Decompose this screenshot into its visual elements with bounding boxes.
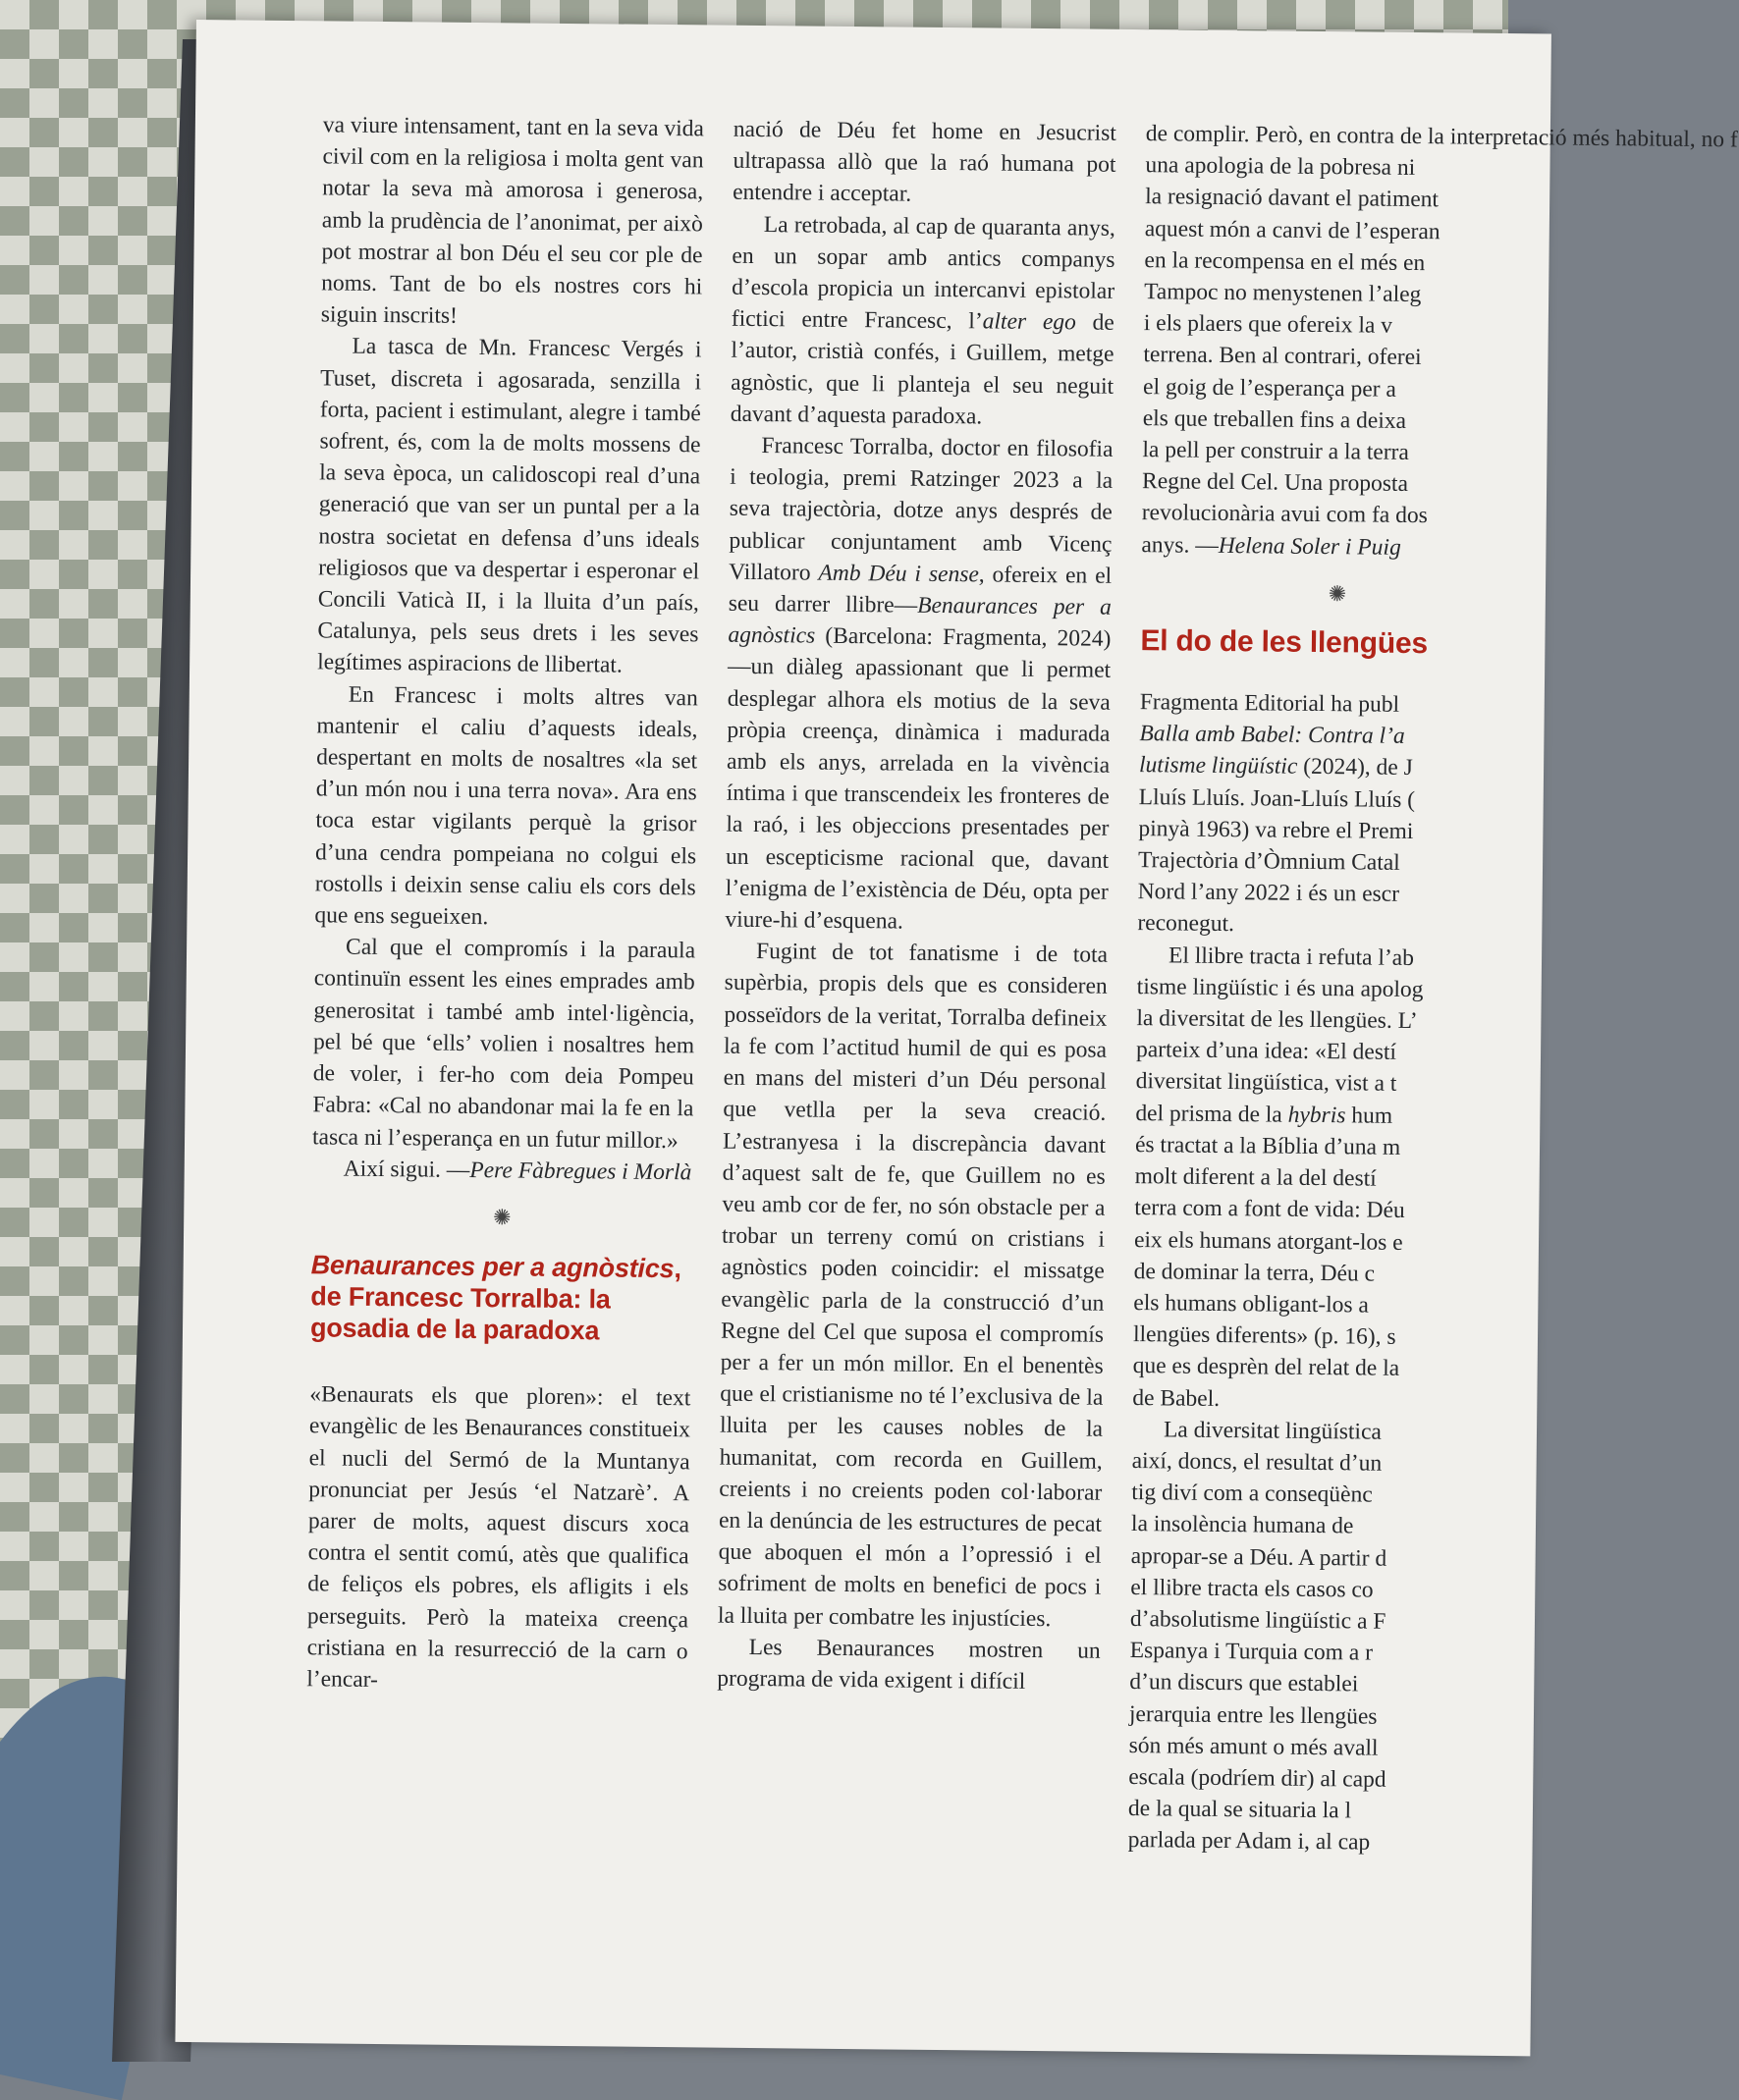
line: Tampoc no menystenen l’aleg xyxy=(1144,279,1422,308)
line xyxy=(1139,750,1532,785)
line: tig diví com a conseqüènc xyxy=(1131,1480,1373,1508)
line: tisme lingüístic i és una apolog xyxy=(1136,973,1424,1003)
paragraph: nació de Déu fet home en Jesucrist ultrapassa allò que la raó humana pot entendre i acceptar. xyxy=(733,116,1116,208)
line: Nord l’any 2022 i és un escr xyxy=(1137,879,1400,908)
paragraph: Cal que el compromís i la paraula continuïn essent les eines emprades amb generositat i també amb intel·ligència, pel bé que ‘ells’ volien i nosaltres hem de voler, i fer-ho com deia Pompeu Fabra: «Cal no abandonar mai la fe en la tasca ni l’esperança en un futur millor.» xyxy=(311,934,696,1154)
author-signature: Helena Soler i Puig xyxy=(1218,532,1401,561)
book-title: lutisme lingüístic xyxy=(1138,752,1298,781)
line: eix els humans atorgant-los e xyxy=(1133,1226,1403,1256)
line: en la recompensa en el més en xyxy=(1144,246,1426,276)
italic-term: alter ego xyxy=(982,308,1076,336)
line: i els plaers que ofereix la v xyxy=(1143,310,1393,339)
text-column-2 xyxy=(717,114,1116,1698)
paragraph: «Benaurats els que ploren»: el text evangèlic de les Benaurances constitueix el nucli del Sermó de la Muntanya pronunciat per Jesús ‘el Natzarè’. A parer de molts, aquest discurs xoca contra el sentit comú, atès que qualifica de feliços els pobres, els afligits i els perseguits. Però la mateixa creença cristiana en la resurrecció de la carn o l’encar- xyxy=(306,1381,691,1693)
text-run: (2024), de J xyxy=(1297,754,1413,781)
review-heading: El do de les llengües xyxy=(1140,624,1429,661)
line: llengües diferents» (p. 16), s xyxy=(1132,1321,1396,1350)
text-run: (Barcelona: Fragmenta, 2024)—un diàleg apassionant que li permet desplegar alhora els motius de la seva pròpia creença, dinàmica i madurada amb els anys, arrelada en la vivència íntima i que transcendeix les fronteres de la raó, i les objeccions presentades per un escepticisme racional que, davant l’enigma de l’existència de Déu, opta per viure-hi d’esquena. xyxy=(725,622,1112,935)
line: de la qual se situaria la l xyxy=(1127,1796,1352,1824)
line: és tractat a la Bíblia d’una m xyxy=(1134,1131,1401,1160)
line: reconegut. xyxy=(1137,910,1235,938)
text-run: anys. — xyxy=(1141,531,1219,559)
author-signature: Pere Fàbregues i Morlà xyxy=(469,1157,692,1186)
line-signature xyxy=(1141,529,1534,565)
line: Balla amb Babel: Contra l’a xyxy=(1139,721,1405,750)
line: la diversitat de les llengües. L’ xyxy=(1136,1005,1418,1035)
paragraph-signature xyxy=(312,1153,693,1188)
line: que es desprèn del relat de la xyxy=(1132,1353,1400,1382)
review-heading xyxy=(310,1249,692,1347)
line: diversitat lingüística, vist a t xyxy=(1135,1068,1397,1098)
line: així, doncs, el resultat d’un xyxy=(1131,1447,1383,1477)
paragraph: La tasca de Mn. Francesc Vergés i Tuset, discreta i agosarada, senzilla i forta, pacient i estimulant, alegre i també sofrent, és, com la de molts mossens de la seva època, un calidoscopi real d’una generació que van ser un puntal per a la nostra societat en defensa d’uns ideals religiosos que va despertar i esperonar el Concili Vaticà II, i la lluita d’un país, Catalunya, pels seus drets i les seves legítimes aspiracions de llibertat. xyxy=(317,334,702,679)
line: els humans obligant-los a xyxy=(1133,1289,1370,1319)
line: Espanya i Turquia com a r xyxy=(1129,1638,1374,1666)
text-column-1 xyxy=(306,109,704,1698)
line: Fragmenta Editorial ha publ xyxy=(1139,689,1400,718)
line: parlada per Adam i, al cap xyxy=(1127,1827,1371,1856)
paragraph: En Francesc i molts altres van mantenir el caliu d’aquests ideals, despertant en molts de nosaltres «la set d’un món nou i una terra nova». Ara ens toca estar vigilants perquè la grisor d’una cendra pompeiana no colgui els rostolls i deixin sense caliu els cors dels que ens segueixen. xyxy=(314,681,698,931)
line: jerarquia entre les llengües xyxy=(1128,1700,1378,1730)
line: Lluís Lluís. Joan-Lluís Lluís ( xyxy=(1138,783,1416,813)
text-run: , ofereix en el seu darrer llibre— xyxy=(728,562,1113,619)
line: terra com a font de vida: Déu xyxy=(1134,1195,1405,1224)
line: La diversitat lingüística xyxy=(1163,1417,1383,1445)
line: la insolència humana de xyxy=(1130,1511,1354,1539)
magazine-page xyxy=(175,20,1738,2056)
line: Regne del Cel. Una proposta xyxy=(1141,468,1409,498)
line: són més amunt o més avall xyxy=(1128,1732,1379,1761)
line: terrena. Ben al contrari, oferei xyxy=(1143,342,1422,371)
closing-text: Així sigui. — xyxy=(343,1156,470,1183)
line: de dominar la terra, Déu c xyxy=(1133,1258,1376,1287)
paragraph xyxy=(725,430,1113,940)
line: molt diferent a la del destí xyxy=(1134,1163,1377,1192)
line: d’un discurs que establei xyxy=(1129,1669,1359,1697)
line: pinyà 1963) va rebre el Premi xyxy=(1138,815,1414,844)
line: la pell per construir a la terra xyxy=(1142,437,1410,465)
line: escala (podríem dir) al capd xyxy=(1128,1763,1386,1793)
line: els que treballen fins a deixa xyxy=(1142,404,1407,434)
line: de complir. Però, en contra de la interpretació més habitual, no f xyxy=(1145,121,1738,153)
line xyxy=(1135,1098,1528,1133)
line: aquest món a canvi de l’esperan xyxy=(1144,215,1440,244)
line: revolucionària avui com fa dos xyxy=(1141,500,1428,529)
text-run: de l’autor, cristià confés, i Guillem, metge agnòstic, que li planteja el seu neguit davant d’aquesta paradoxa. xyxy=(730,309,1114,430)
text-run: hum xyxy=(1345,1103,1393,1129)
section-ornament-icon: ✺ xyxy=(492,1205,512,1230)
line: apropar-se a Déu. A partir d xyxy=(1130,1542,1387,1572)
line: El llibre tracta i refuta l’ab xyxy=(1168,942,1415,971)
paragraph: Les Benaurances mostren un programa de vida exigent i difícil xyxy=(717,1634,1101,1695)
paragraph xyxy=(731,208,1115,433)
line: de Babel. xyxy=(1132,1384,1221,1412)
book-title: Amb Déu i sense xyxy=(818,560,979,588)
section-ornament-icon: ✺ xyxy=(1328,580,1347,607)
book-title: Benaurances per a agnòstics xyxy=(728,592,1112,649)
text-run: Francesc Torralba, doctor en filosofia i teologia, premi Ratzinger 2023 a la seva trajectòria, dotze anys després de publicar conjuntament amb Vicenç Villatoro xyxy=(729,433,1114,586)
text-run: La retrobada, al cap de quaranta anys, en un sopar amb antics companys d’escola propicia un intercanvi epistolar fictici entre Francesc, l’ xyxy=(731,211,1115,335)
text-column-3-cropped xyxy=(1127,118,1738,1860)
line: una apologia de la pobresa ni xyxy=(1145,152,1416,182)
line: d’absolutisme lingüístic a F xyxy=(1129,1605,1386,1635)
text-run: del prisma de la xyxy=(1135,1100,1288,1128)
heading-subtitle: , de Francesc Torralba: la gosadia de la paradoxa xyxy=(309,1254,681,1346)
heading-book-title: Benaurances per a agnòstics xyxy=(310,1250,675,1284)
paragraph: Fugint de tot fanatisme i de tota supèrbia, propis dels que es consideren posseïdors de la veritat, Torralba defineix la fe com l’actitud humil de qui es posa en mans del misteri d’un Déu personal que vetlla per la seva creació. L’estranyesa i la discrepància davant d’aquest salt de fe, que Guillem no es veu amb cor de fer, no són obstacle per a trobar un terreny comú on cristians i agnòstics poden coincidir: el missatge evangèlic parla de la construcció d’un Regne del Cel que suposa el compromís per a fer un món millor. En el benentès que el cristianisme no té l’exclusiva de la lluita per les causes nobles de la humanitat, com recorda en Guillem, creients i no creients poden col·laborar en la denúncia de les estructures de pecat que aboquen el món a l’opressió i el sofriment de molts en benefici de pocs i la lluita per combatre les injustícies. xyxy=(717,939,1109,1632)
line: el goig de l’esperança per a xyxy=(1143,373,1396,403)
line: Trajectòria d’Òmnium Catal xyxy=(1137,847,1400,876)
line: la resignació davant el patiment xyxy=(1145,184,1440,213)
line: el llibre tracta els casos co xyxy=(1130,1574,1374,1603)
line: parteix d’una idea: «El destí xyxy=(1135,1037,1397,1066)
paragraph: va viure intensament, tant en la seva vida civil com en la religiosa i molta gent van notar la seva mà amorosa i generosa, amb la prudència de l’anonimat, per això pot mostrar al bon Déu el seu cor ple de noms. Tant de bo els nostres cors hi siguin inscrits! xyxy=(320,112,704,330)
italic-term: hybris xyxy=(1287,1102,1346,1129)
